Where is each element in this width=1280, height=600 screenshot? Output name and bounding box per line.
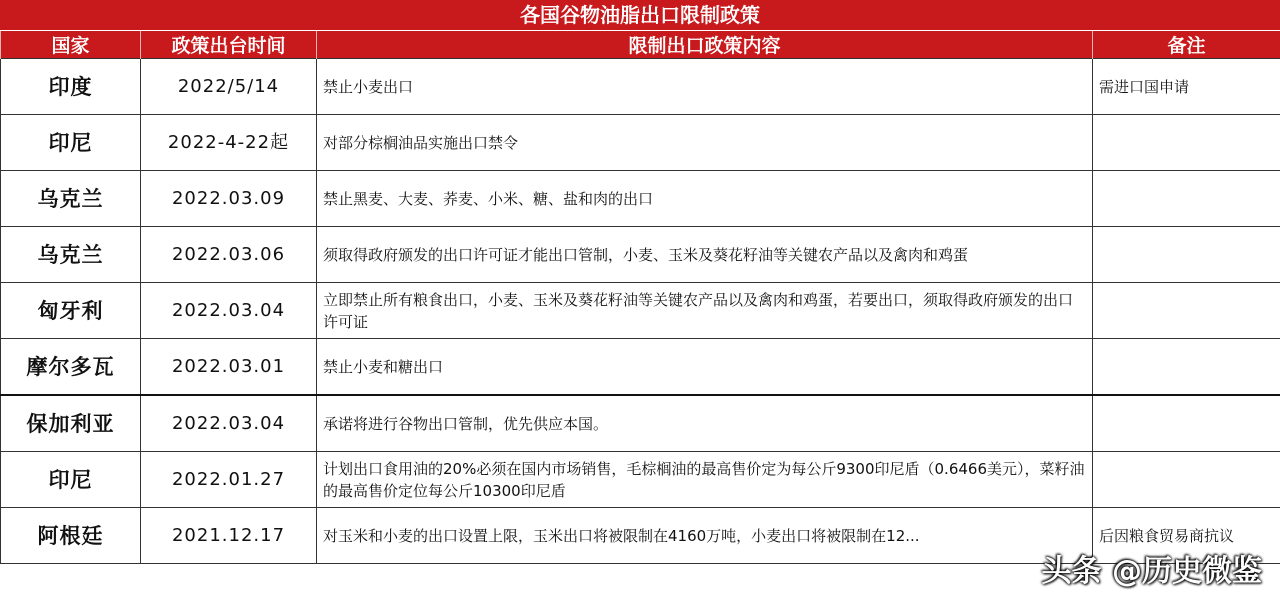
table-row <box>1 115 1280 171</box>
table-row <box>1 339 1280 396</box>
cell-note: 需进口国申请 <box>1093 59 1280 115</box>
table-row <box>1 227 1280 283</box>
cell-content: 计划出口食用油的20%必须在国内市场销售，毛棕榈油的最高售价定为每公斤9300印尼盾（0.6466美元），菜籽油的最高售价定位每公斤10300印尼盾 <box>317 452 1093 508</box>
cell-content: 承诺将进行谷物出口管制，优先供应本国。 <box>317 395 1093 452</box>
cell-content: 禁止黑麦、大麦、荞麦、小米、糖、盐和肉的出口 <box>317 171 1093 227</box>
cell-note <box>1093 395 1280 452</box>
cell-country: 阿根廷 <box>1 508 141 564</box>
cell-date: 2022.03.04 <box>141 395 317 452</box>
cell-content: 对部分棕榈油品实施出口禁令 <box>317 115 1093 171</box>
cell-country: 印尼 <box>1 452 141 508</box>
table-row <box>1 283 1280 339</box>
cell-country: 印尼 <box>1 115 141 171</box>
cell-note <box>1093 283 1280 339</box>
header-date: 政策出台时间 <box>141 31 317 59</box>
cell-note <box>1093 115 1280 171</box>
cell-date: 2021.12.17 <box>141 508 317 564</box>
cell-content: 立即禁止所有粮食出口，小麦、玉米及葵花籽油等关键农产品以及禽肉和鸡蛋，若要出口，须取得政府颁发的出口许可证 <box>317 283 1093 339</box>
cell-date: 2022.01.27 <box>141 452 317 508</box>
cell-country: 乌克兰 <box>1 171 141 227</box>
table-title: 各国谷物油脂出口限制政策 <box>0 0 1280 31</box>
cell-date: 2022/5/14 <box>141 59 317 115</box>
header-country: 国家 <box>1 31 141 59</box>
cell-country: 保加利亚 <box>1 395 141 452</box>
watermark-text: 头条 @历史微鉴 <box>1041 554 1262 589</box>
cell-note <box>1093 452 1280 508</box>
table-row <box>1 59 1280 115</box>
cell-content: 对玉米和小麦的出口设置上限，玉米出口将被限制在4160万吨，小麦出口将被限制在12... <box>317 508 1093 564</box>
table-row <box>1 395 1280 452</box>
cell-date: 2022.03.01 <box>141 339 317 396</box>
cell-date: 2022.03.09 <box>141 171 317 227</box>
cell-date: 2022-4-22起 <box>141 115 317 171</box>
cell-content: 禁止小麦和糖出口 <box>317 339 1093 396</box>
cell-country: 匈牙利 <box>1 283 141 339</box>
cell-note <box>1093 171 1280 227</box>
cell-note <box>1093 339 1280 396</box>
cell-country: 摩尔多瓦 <box>1 339 141 396</box>
table-row <box>1 452 1280 508</box>
table-row <box>1 171 1280 227</box>
table-header-row <box>1 31 1280 59</box>
cell-content: 禁止小麦出口 <box>317 59 1093 115</box>
cell-content: 须取得政府颁发的出口许可证才能出口管制，小麦、玉米及葵花籽油等关键农产品以及禽肉和鸡蛋 <box>317 227 1093 283</box>
cell-country: 印度 <box>1 59 141 115</box>
cell-note <box>1093 227 1280 283</box>
policy-table <box>0 31 1280 564</box>
cell-date: 2022.03.04 <box>141 283 317 339</box>
cell-date: 2022.03.06 <box>141 227 317 283</box>
header-note: 备注 <box>1093 31 1280 59</box>
header-content: 限制出口政策内容 <box>317 31 1093 59</box>
cell-country: 乌克兰 <box>1 227 141 283</box>
cell-note: 后因粮食贸易商抗议 <box>1093 508 1280 564</box>
